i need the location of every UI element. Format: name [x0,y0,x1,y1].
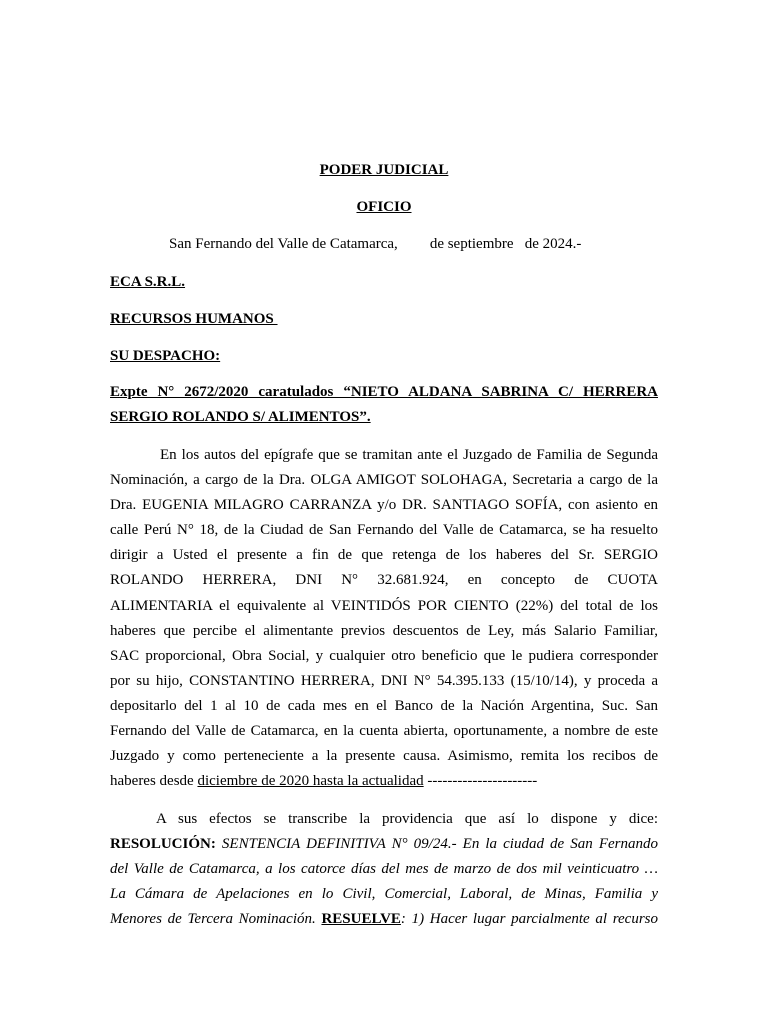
body-line: ALIMENTARIA el equivalente al VEINTIDÓS POR CIENTO (22%) del total de los [110,597,658,614]
body-line: haberes que percibe el alimentante previos descuentos de Ley, más Salario Familiar, [110,622,658,639]
body-line: Juzgado y como perteneciente a la presente causa. Asimismo, remita los recibos de [110,748,658,765]
body-paragraph [110,443,658,794]
date-place: San Fernando del Valle de Catamarca, [169,236,398,252]
date-value: de septiembre de 2024.- [429,236,582,252]
body-line: depositarlo del 1 al 10 de cada mes en el Banco de la Nación Argentina, Suc. San [110,697,658,714]
date-line [169,235,581,253]
resolution-line-italic: : 1) Hacer lugar parcialmente al recurso [400,911,658,928]
body-line: En los autos del epígrafe que se tramitan ante el Juzgado de Familia de Segunda [160,447,658,463]
body-last-line [110,769,658,794]
expte-line-2: SERGIO ROLANDO S/ ALIMENTOS”. [110,409,371,426]
body-line: SAC proporcional, Obra Social, y cualquier otro beneficio que le pudiera corresponder [110,647,658,664]
resolution-label: RESOLUCIÓN: [110,836,216,853]
resolution-line-italic: Menores de Tercera Nominación. [110,911,322,928]
resolution-line: La Cámara de Apelaciones en lo Civil, Comercial, Laboral, de Minas, Familia y [110,886,658,903]
body-line: dirigir a Usted el presente a fin de que retenga de los haberes del Sr. SERGIO [110,547,658,564]
body-line: calle Perú N° 18, de la Ciudad de San Fernando del Valle de Catamarca, se ha resuelto [110,522,658,539]
resolution-line: del Valle de Catamarca, a los catorce días del mes de marzo de dos mil veinticuatro … [110,861,658,878]
resuelve-label: RESUELVE [321,911,401,928]
resolution-line: A sus efectos se transcribe la providencia que así lo dispone y dice: [156,811,658,827]
body-line: Nominación, a cargo de la Dra. OLGA AMIGOT SOLOHAGA, Secretaria a cargo de la [110,472,658,489]
document-type-title: OFICIO [356,199,412,215]
body-line: ROLANDO HERRERA, DNI N° 32.681.924, en concepto de CUOTA [110,572,658,589]
body-last-prefix: haberes desde [110,773,198,790]
expte-reference [110,380,658,430]
resolution-paragraph [110,807,658,932]
body-line: Fernando del Valle de Catamarca, en la cuenta abierta, oportunamente, a nombre de este [110,723,658,740]
resolution-line [110,832,658,857]
recipient-despacho: SU DESPACHO: [110,348,221,364]
institution-title: PODER JUDICIAL [319,162,449,178]
recipient-department: RECURSOS HUMANOS [110,311,278,327]
resolution-line [110,907,658,932]
expte-line-1: Expte N° 2672/2020 caratulados “NIETO ALDANA SABRINA C/ HERRERA [110,384,658,400]
body-last-suffix: ---------------------- [423,773,538,790]
body-line: por su hijo, CONSTANTINO HERRERA, DNI N° 54.395.133 (15/10/14), y proceda a [110,672,658,689]
body-last-underlined: diciembre de 2020 hasta la actualidad [197,773,424,790]
resolution-line-italic: SENTENCIA DEFINITIVA N° 09/24.- En la ciudad de San Fernando [215,836,658,853]
body-line: Dra. EUGENIA MILAGRO CARRANZA y/o DR. SANTIAGO SOFÍA, con asiento en [110,497,658,514]
recipient-company: ECA S.R.L. [110,274,186,290]
